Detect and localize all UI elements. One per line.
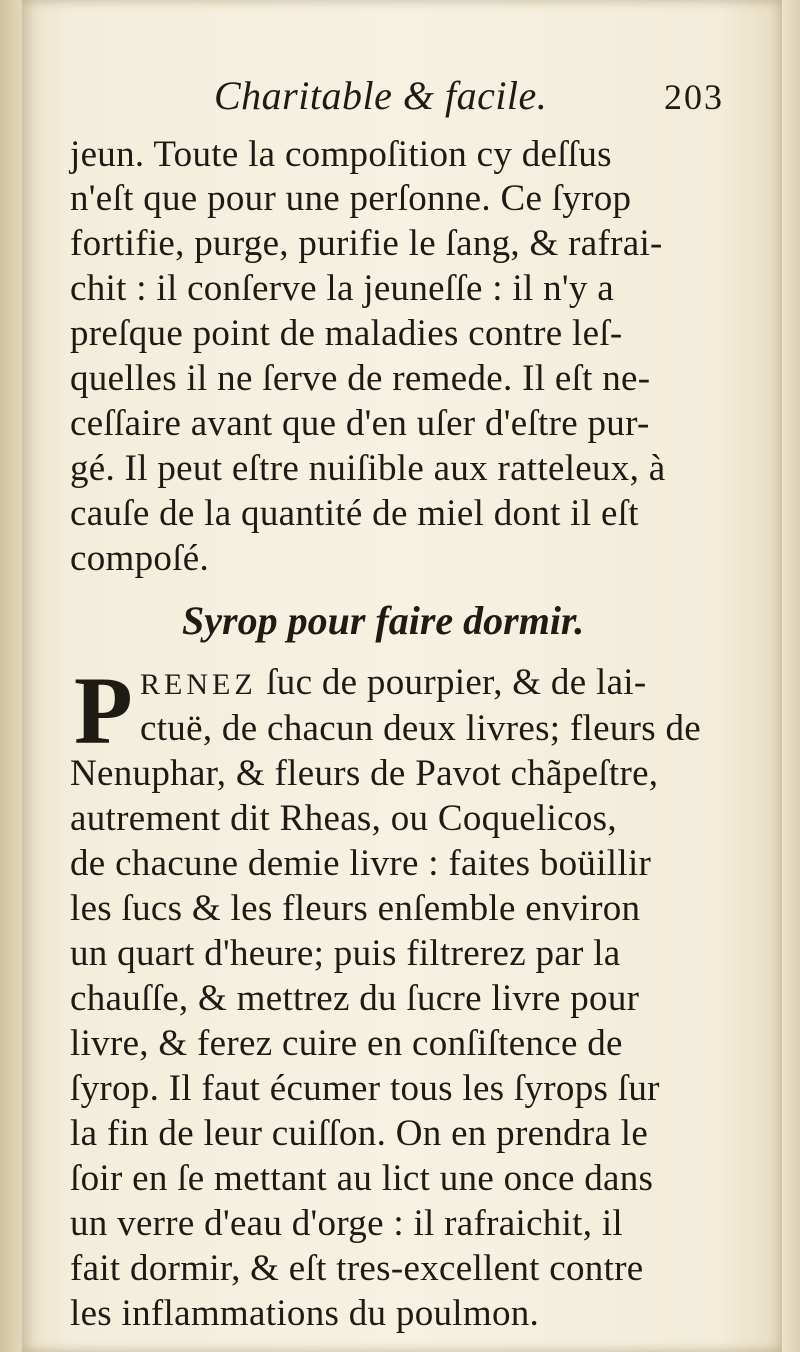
- text-line: ſoir en ſe mettant au lict une once dans: [70, 1158, 654, 1199]
- text-line: fait dormir, & eſt tres-excellent contre: [70, 1248, 644, 1289]
- page-header: [64, 72, 724, 142]
- drop-cap: P: [74, 657, 133, 764]
- text-line: ceſſaire avant que d'en uſer d'eſtre pur-: [70, 403, 650, 444]
- text-line: cauſe de la quantité de miel dont il eſt: [70, 493, 639, 534]
- text-line: autrement dit Rheas, ou Coquelicos,: [70, 798, 617, 839]
- small-caps-word: RENEZ: [140, 668, 257, 701]
- text-line: quelles il ne ſerve de remede. Il eſt ne-: [70, 358, 651, 399]
- text-line: livre, & ferez cuire en conſiſtence de: [70, 1023, 623, 1064]
- text-line: compoſé.: [70, 538, 210, 579]
- section-heading: Syrop pour faire dormir.: [182, 598, 585, 643]
- text-line: de chacune demie livre : faites boüillir: [70, 843, 652, 884]
- text-line: gé. Il peut eſtre nuiſible aux ratteleux, à: [70, 448, 666, 489]
- page-right-edge: [782, 0, 800, 1352]
- text-line: les inflammations du poulmon.: [70, 1293, 540, 1334]
- text-line: un quart d'heure; puis filtrerez par la: [70, 933, 621, 974]
- text-line: jeun. Toute la compoſition cy deſſus: [70, 134, 612, 175]
- page-left-edge: [0, 0, 22, 1352]
- page-number: 203: [664, 77, 724, 117]
- text-line: n'eſt que pour une perſonne. Ce ſyrop: [70, 178, 632, 219]
- text-line: ctuë, de chacun deux livres; fleurs de: [140, 708, 702, 749]
- text-line: Nenuphar, & fleurs de Pavot chãpeſtre,: [70, 753, 659, 794]
- running-title: Charitable & facile.: [214, 73, 548, 118]
- text-line: preſque point de maladies contre leſ-: [70, 313, 623, 354]
- text-line: chauſſe, & mettrez du ſucre livre pour: [70, 978, 640, 1019]
- text-line-first: [140, 664, 720, 701]
- text-line: ſyrop. Il faut écumer tous les ſyrops ſur: [70, 1068, 660, 1109]
- text-line: chit : il conſerve la jeuneſſe : il n'y a: [70, 268, 614, 309]
- text-line: fortifie, purge, purifie le ſang, & rafrai-: [70, 223, 663, 264]
- text-line-rest: ſuc de pourpier, & de lai-: [256, 662, 647, 703]
- text-line: un verre d'eau d'orge : il rafraichit, il: [70, 1203, 624, 1244]
- text-line: les ſucs & les fleurs enſemble environ: [70, 888, 641, 929]
- text-line: la fin de leur cuiſſon. On en prendra le: [70, 1113, 649, 1154]
